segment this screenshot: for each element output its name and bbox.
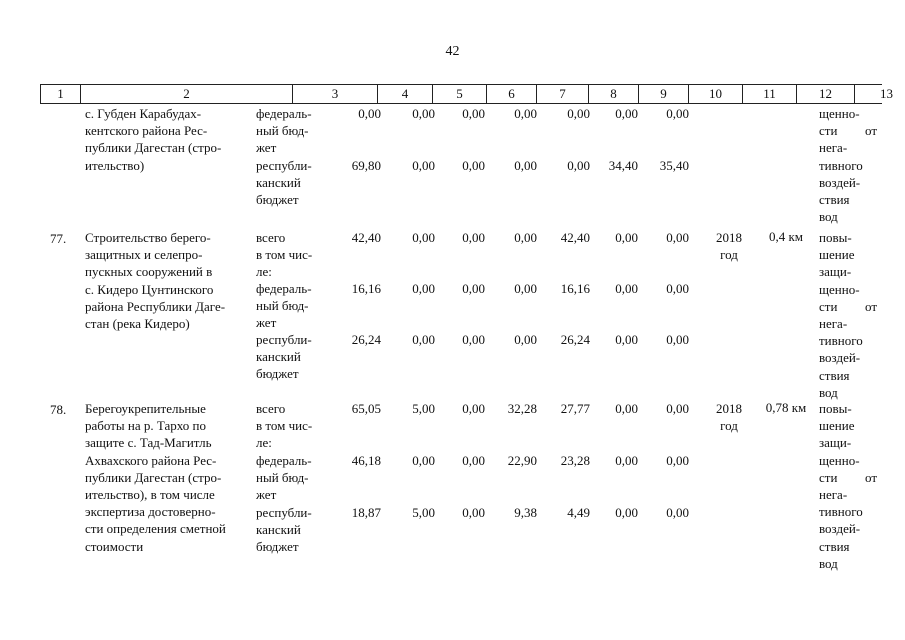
value-col10: 0,00 <box>666 505 689 520</box>
effect-text: повы- шение защи- щенно- сти от нега- тивного воздей- ствия вод <box>819 230 877 400</box>
value-col7: 9,38 <box>514 505 537 520</box>
object-description: Берегоукрепительные работы на р. Тархо по защите с. Тад-Магитль Ахвахского района Рес- публики Дагестан (стро- ительство), в том числе экспертиза достоверно- сти определения сметной стоимости <box>85 401 226 554</box>
header-col-7: 7 <box>536 85 588 103</box>
value-col6: 0,00 <box>462 401 485 416</box>
value-col5: 0,00 <box>412 281 435 296</box>
value-col7: 0,00 <box>514 281 537 296</box>
value-col5: 5,00 <box>412 401 435 416</box>
header-col-3: 3 <box>292 85 377 103</box>
value-col9: 0,00 <box>615 281 638 296</box>
value-col8: 42,40 <box>560 230 590 245</box>
row-index: 78. <box>50 402 67 417</box>
value-col5: 5,00 <box>412 505 435 520</box>
value-col8: 4,49 <box>567 505 590 520</box>
funding-source-total: всего в том чис- ле: <box>256 401 313 451</box>
value-col4: 46,18 <box>351 453 381 468</box>
value-col7: 0,00 <box>514 158 537 173</box>
header-col-11: 11 <box>742 85 796 103</box>
object-description: Строительство берего- защитных и селепро- пускных сооружений в с. Кидеро Цунтинского района Республики Даге- стан (река Кидеро) <box>85 230 226 332</box>
value-col9: 0,00 <box>615 401 638 416</box>
header-col-2: 2 <box>80 85 292 103</box>
page-number: 42 <box>445 44 460 59</box>
value-col9: 0,00 <box>615 106 638 121</box>
header-col-12: 12 <box>796 85 854 103</box>
value-col7: 0,00 <box>514 332 537 347</box>
row-index: 77. <box>50 231 67 246</box>
value-col6: 0,00 <box>462 106 485 121</box>
value-col4: 0,00 <box>358 106 381 121</box>
header-col-5: 5 <box>432 85 486 103</box>
value-col6: 0,00 <box>462 281 485 296</box>
header-col-9: 9 <box>638 85 688 103</box>
value-col9: 0,00 <box>615 230 638 245</box>
header-col-10: 10 <box>688 85 742 103</box>
value-col9: 0,00 <box>615 505 638 520</box>
value-col4: 26,24 <box>351 332 381 347</box>
value-col10: 35,40 <box>659 158 689 173</box>
value-col8: 16,16 <box>560 281 590 296</box>
value-col5: 0,00 <box>412 106 435 121</box>
value-col9: 0,00 <box>615 453 638 468</box>
value-col4: 16,16 <box>351 281 381 296</box>
value-col7: 32,28 <box>507 401 537 416</box>
header-col-6: 6 <box>486 85 536 103</box>
funding-source-republic: республи- канский бюджет <box>256 505 312 555</box>
value-col7: 22,90 <box>507 453 537 468</box>
effect-text: повы- шение защи- щенно- сти от нега- тивного воздей- ствия вод <box>819 401 877 571</box>
value-col10: 0,00 <box>666 106 689 121</box>
funding-source-republic: республи- канский бюджет <box>256 158 312 208</box>
year-cell: 2018 год <box>716 401 742 433</box>
funding-source-federal: федераль- ный бюд- жет <box>256 281 312 331</box>
value-col5: 0,00 <box>412 230 435 245</box>
header-col-4: 4 <box>377 85 432 103</box>
object-description: с. Губден Карабудах- кентского района Рес- публики Дагестан (стро- ительство) <box>85 106 222 173</box>
header-col-13: 13 <box>854 85 905 103</box>
value-col6: 0,00 <box>462 158 485 173</box>
value-col5: 0,00 <box>412 332 435 347</box>
value-col4: 65,05 <box>351 401 381 416</box>
value-col8: 26,24 <box>560 332 590 347</box>
value-col5: 0,00 <box>412 453 435 468</box>
funding-source-federal: федераль- ный бюд- жет <box>256 106 312 156</box>
length-cell: 0,4 км <box>768 229 804 244</box>
value-col4: 69,80 <box>351 158 381 173</box>
value-col8: 23,28 <box>560 453 590 468</box>
value-col6: 0,00 <box>462 453 485 468</box>
length-cell: 0,78 км <box>765 400 807 415</box>
value-col10: 0,00 <box>666 453 689 468</box>
value-col6: 0,00 <box>462 230 485 245</box>
header-col-1: 1 <box>40 85 80 103</box>
value-col8: 27,77 <box>560 401 590 416</box>
value-col5: 0,00 <box>412 158 435 173</box>
value-col4: 18,87 <box>351 505 381 520</box>
value-col9: 34,40 <box>608 158 638 173</box>
header-col-8: 8 <box>588 85 638 103</box>
value-col7: 0,00 <box>514 106 537 121</box>
effect-text: щенно- сти от нега- тивного воздей- ствия вод <box>819 106 877 225</box>
value-col6: 0,00 <box>462 505 485 520</box>
year-cell: 2018 год <box>716 230 742 262</box>
funding-source-republic: республи- канский бюджет <box>256 332 312 382</box>
value-col10: 0,00 <box>666 230 689 245</box>
value-col8: 0,00 <box>567 158 590 173</box>
value-col10: 0,00 <box>666 401 689 416</box>
value-col10: 0,00 <box>666 332 689 347</box>
value-col9: 0,00 <box>615 332 638 347</box>
funding-source-total: всего в том чис- ле: <box>256 230 313 280</box>
value-col4: 42,40 <box>351 230 381 245</box>
value-col10: 0,00 <box>666 281 689 296</box>
value-col8: 0,00 <box>567 106 590 121</box>
value-col7: 0,00 <box>514 230 537 245</box>
value-col6: 0,00 <box>462 332 485 347</box>
table-header-row <box>40 84 893 104</box>
funding-source-federal: федераль- ный бюд- жет <box>256 453 312 503</box>
